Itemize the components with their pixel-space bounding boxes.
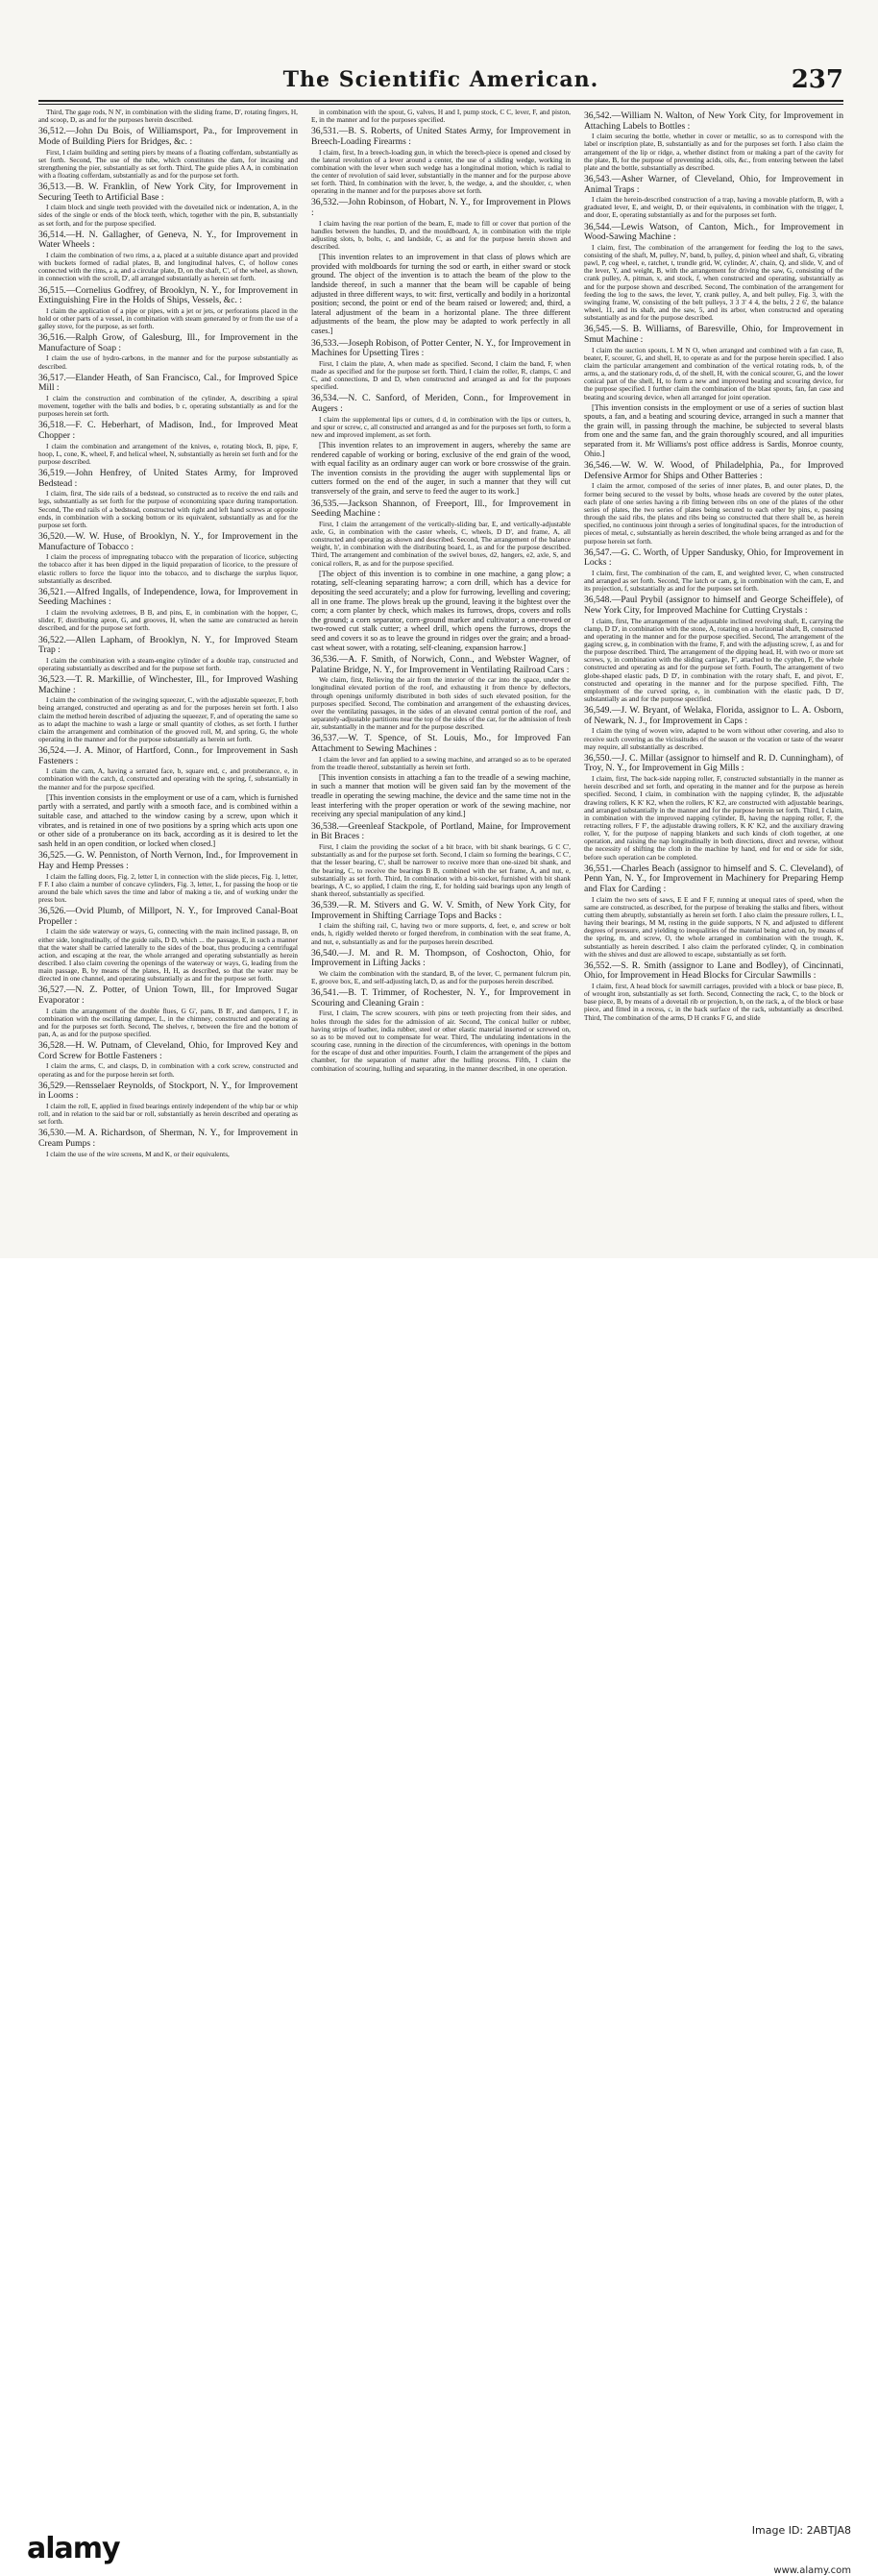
patent-entry-note: [This invention relates to an improvement in augers, whereby the same are rendered capable of working or boring, exclusive of the end grain of the wood, with equal facility as an ordinary auger can work or bore crosswise of the grain. The invention consists in the providing the auger with supplemental lips or cutters formed on the end of the auger, in such a manner that they will cut transversely of the grain, and serve to feed the auger to its work.] — [311, 441, 571, 497]
patent-entry — [311, 655, 571, 731]
patent-entry — [584, 595, 843, 703]
patent-entry-heading: 36,546.—W. W. W. Wood, of Philadelphia, Pa., for Improved Defensive Armor for Ships and Other Batteries : — [584, 460, 843, 481]
patent-entry-claim: I claim, first, The back-side napping roller, F, constructed substantially in the manner as herein described and set forth, and operating in the manner and for the purpose as herein specified. Second, I claim, in combination with the napping cylinder, B, the adjustable drawing rollers, K K' K2, when the rollers, K' K2, are constructed with adjustable bearings, and arranged substantially in the manner and for the purpose herein set forth. Third, I claim, in combination with the improved napping cylinder, B, having the napping roller, F, the retracting rollers, F F', the adjustable drawing rollers, K K' K2, and the auxiliary drawing roller, Y, for the purpose of napping blankets and such kinds of cloth together, at one operation, and raising the nap longitudinally in both directions, direct and reverse, without the necessity of shifting the cloth in the machine by hand, end for end or side for side, before such operation can be completed. — [584, 774, 843, 862]
patent-entry-claim: I claim the construction and combination of the cylinder, A, describing a spiral movement, together with the balls and bodies, b c, operating substantially as and for the purposes herein set forth. — [38, 393, 298, 419]
patent-entry — [38, 286, 298, 331]
patent-entry — [584, 754, 843, 862]
patent-entry — [38, 907, 298, 983]
patent-entry — [311, 988, 571, 1072]
patent-entry-note: [The object of this invention is to combine in one machine, a gang plow; a rotating, self-cleaning separating harrow; a corn drill, which has a device for depositing the seed accurately; and a plow for furrowing, levelling and covering; all in one frame. The plows break up the ground, leaving it the bightest over the corn; a corn planter by check, which makes its furrows, drops, covers and rolls the ground; a corn separator, corn-ground marker and cultivator; a one-rowed or two-rowed cut stalk cutter; a wheel drill, which opens the furrows, drops the seed and covers it so as to leave the ground in ridges over the grain; and a broad-cast wheat sower, with a rotating, self-cleaning, expansion harrow.] — [311, 569, 571, 652]
patent-entry — [38, 675, 298, 743]
watermark-bar — [0, 1258, 878, 2576]
patent-entry-claim: I claim, first, The arrangement of the adjustable inclined revolving shaft, E, carrying the clamp, D D', in combination with the stone, A, rotating on a horizontal shaft, B, constructed and operating in the manner and for the purpose specified. Second, The arrangement of the gaging screw, g, in combination with the frame, F, and with the adjusting screw, f, as and for the purpose described. Third, The arrangement of the dipping head, H, with two or more set screws, y, in combination with the sliding carriage, F', attached to the cyphen, F, the whole constructed and operating as and for the purpose set forth. Fourth, The arrangement of two globe-shaped elastic pads, D D', in combination with the rotary shaft, E, and pivot, E', constructed and operating in the manner and for the purpose specified. Fifth, The employment of the curved spring, e, in combination with the elastic pads, D D', substantially as and for the purpose specified. — [584, 616, 843, 704]
patent-entry-heading: 36,544.—Lewis Watson, of Canton, Mich., for Improvement in Wood-Sawing Machine : — [584, 221, 843, 243]
patent-entry — [311, 339, 571, 392]
patent-entry-heading: 36,529.—Rensselaer Reynolds, of Stockport, N. Y., for Improvement in Looms : — [38, 1080, 298, 1102]
patent-entry-claim: First, I claim building and setting piers by means of a floating cofferdam, substantially as set forth. Second, The use of the tube, which constitutes the dam, for incasing and strengthening the pier, substantially as set forth. Third, The guide plies A A, in combination with a floating cofferdam, substantially as and for the purpose set forth. — [38, 147, 298, 180]
patent-entry — [584, 548, 843, 594]
page-number: 237 — [791, 65, 843, 94]
patent-entry-heading: 36,541.—B. T. Trimmer, of Rochester, N. Y., for Improvement in Scouring and Cleaning Grain : — [311, 987, 571, 1009]
patent-entry-claim: I claim the side waterway or ways, G, connecting with the main inclined passage, B, on either side, longitudinally, of the guide rails, D D, which ... the passage, E, in such a manner that the water shall be carried laterally to the sides of the boat, thus producing a centrifugal action, and escaping at the rear, the whole arranged and operating substantially as herein described. I also claim covering the openings of the waterway or ways, G, leading from the main passage, B, by means of the plates, H, H, as described, so that the water may be directed in one channel, and operating substantially as and for the purpose set forth. — [38, 927, 298, 984]
patent-entry-heading: 36,517.—Elander Heath, of San Francisco, Cal., for Improved Spice Mill : — [38, 372, 298, 394]
publication-title: The Scientific American. — [282, 67, 599, 92]
patent-entry-claim: We claim, first, Relieving the air from the interior of the car into the space, under the longitudinal elevated portion of the roof, and exhausting it from thence by deflectors, through openings uniformly distributed in both sides of such elevated position, for the purposes specified. Second, The combination and arrangement of the exhausting devices, over the ventilating passages, in the sides of an elevated central portion of the roof, and separately-adjustable partitions near the top of the sides of the car, for the admission of fresh air, substantially in the manner and for the purpose described. — [311, 675, 571, 732]
patent-entry-heading: 36,532.—John Robinson, of Hobart, N. Y., for Improvement in Plows : — [311, 197, 571, 219]
patent-entry-claim: I claim the arrangement of the double flues, G G', pans, B B', and dampers, I I', in combination with the oscillating damper, L, in the chimney, constructed and operating as and for the purposes set forth. Second, The shelves, r, between the fire and the bottom of pan, A, as and for the purpose specified. — [38, 1006, 298, 1039]
patent-entry-heading: 36,520.—W. W. Huse, of Brooklyn, N. Y., for Improvement in the Manufacture of Tobacco : — [38, 531, 298, 552]
patent-entry-heading: 36,515.—Cornelius Godfrey, of Brooklyn, N. Y., for Improvement in Extinguishing Fire in the Holds of Ships, Vessels, &c. : — [38, 284, 298, 306]
patent-entry-claim: I claim the suction spouts, L M N O, when arranged and combined with a fan case, B, beater, F, scourer, G, and shell, H, to operate as and for the purpose herein specified. I also claim the particular arrangement and combination of the vertical rotating rods, b, of the arms, a, and the stationary rods, d, of the shell, H, with the conical scourer, G, and the lower conical part of the shell, H, to form a new and improved beating and scouring device, for the purpose specified. I further claim the combination of the blast spouts, fan, fan case and beating and scouring device, when all arranged for joint operation. — [584, 345, 843, 401]
patent-entry — [38, 636, 298, 673]
patent-entry-claim: I claim the use of hydro-carbons, in the manner and for the purpose substantially as described. — [38, 353, 298, 371]
patent-entry-claim: I claim the tying of woven wire, adapted to be worn without other covering, and also to receive such covering as the vicissitudes of the season or the vocation or taste of the wearer may require, all substantially as described. — [584, 726, 843, 751]
patent-entry — [38, 469, 298, 529]
patent-entry-heading: 36,535.—Jackson Shannon, of Freeport, Ill., for Improvement in Seeding Machine : — [311, 498, 571, 520]
patent-entry — [38, 109, 298, 124]
patent-entry-claim: I claim the shifting rail, C, having two or more supports, d, feet, e, and screw or bolt ends, h, rigidly welded thereto or forged therefrom, in combination with the seat frame, A, and nut, e, substantially as and for the purposes herein described. — [311, 921, 571, 946]
patent-entry-claim: I claim the falling doors, Fig. 2, letter I, in connection with the slide pieces, Fig. 1, letter, F F. I also claim a number of concave cylinders, Fig. 3, letter, L, for passing the hoop or tie around the bale which saves the time and labor of making a tie, and of working under the press box. — [38, 871, 298, 904]
patent-entry-heading: 36,543.—Asher Warner, of Cleveland, Ohio, for Improvement in Animal Traps : — [584, 173, 843, 195]
stock-logo: alamy — [27, 2532, 120, 2565]
patent-entry — [38, 421, 298, 466]
column-right — [584, 109, 843, 1157]
patent-entry-claim: I claim the armor, composed of the series of inner plates, B, and outer plates, D, the former being secured to the vessel by bolts, whose heads are covered by the outer plates, each plate of one series having a rib fitting between ribs on one of the plates of the other series of plates, the two series of plates being secured to each other by pins, e, passing through the said ribs, the plates and ribs being so constructed that there shall be, as herein specified, no continuous joint through a series of longitudinal spaces, for the introduction of pieces of metal, c, substantially as herein described, the whole being arranged as and for the purpose herein set forth. — [584, 481, 843, 546]
patent-entry — [311, 822, 571, 898]
patent-entry-heading: 36,528.—H. W. Putnam, of Cleveland, Ohio, for Improved Key and Cord Screw for Bottle Fasteners : — [38, 1040, 298, 1061]
patent-entry-heading: 36,549.—J. W. Bryant, of Welaka, Florida, assignor to L. A. Osborn, of Newark, N. J., for Improvement in Caps : — [584, 705, 843, 726]
patent-entry — [311, 127, 571, 195]
patent-entry-heading: 36,527.—N. Z. Potter, of Union Town, Ill., for Improved Sugar Evaporator : — [38, 984, 298, 1007]
patent-entry-heading: 36,523.—T. R. Markillie, of Winchester, Ill., for Improved Washing Machine : — [38, 674, 298, 695]
patent-entry — [584, 111, 843, 172]
patent-entry-claim: First, I claim the arrangement of the vertically-sliding bar, E, and vertically-adjustable axle, G, in combination with the caster wheels, C, wheels, D D', and frame, A, all constructed and operating as shown and described. Second, The arrangement of the balance weight, h', in combination with the distributing board, L, as and for the purpose described. Third, The arrangement and combination of the swivel boxes, d2, hangers, e2, axle, S, and conical rollers, R, as and for the purpose specified. — [311, 519, 571, 568]
column-left — [38, 109, 298, 1157]
masthead-rule-thin — [38, 104, 843, 105]
patent-entry-heading: 36,526.—Ovid Plumb, of Millport, N. Y., for Improved Canal-Boat Propeller : — [38, 906, 298, 927]
patent-entry-heading: 36,550.—J. C. Millar (assignor to himself and R. D. Cunningham), of Troy, N. Y., for Improvement in Gig Mills : — [584, 752, 843, 774]
patent-entry-heading: 36,552.—S. R. Smith (assignor to Lane and Bodley), of Cincinnati, Ohio, for Improvement in Head Blocks for Circular Sawmills : — [584, 960, 843, 982]
patent-entry — [311, 901, 571, 946]
patent-entry — [38, 746, 298, 848]
patent-entry-heading: 36,514.—H. N. Gallagher, of Geneva, N. Y., for Improvement in Water Wheels : — [38, 229, 298, 251]
patent-entry-claim: First, I claim the plate, A, when made as specified. Second, I claim the band, F, when made as specified and for the purpose set forth. Third, I claim the roller, R, clamps, C and C, and connections, D and D, when constructed and arranged as and for the purposes specified. — [311, 358, 571, 392]
patent-entry — [584, 864, 843, 959]
patent-entry — [584, 961, 843, 1022]
patent-entry-claim: I claim the cam, A, having a serrated face, b, square end, c, and protuberance, e, in combination with the catch, d, constructed and operating with the spring, f, substantially in the manner and for the purpose specified. — [38, 766, 298, 791]
patent-entry-note: [This invention consists in attaching a fan to the treadle of a sewing machine, in such a manner that motion will be given said fan by the movement of the treadle in operating the sewing machine, the device and the same time not in the least interfering with the proper operation or work of the sewing machine, nor receiving any special manipulation of any kind.] — [311, 772, 571, 819]
patent-entry — [311, 949, 571, 986]
patent-entry-claim: I claim the two sets of saws, E E and F F, running at unequal rates of speed, when the same are constructed, as described, for the purpose of breaking the stalks and fibers, without cutting them abruptly, substantially as herein set forth. I also claim the pressure rollers, L L, having their bearings, M M, resting in the guide supports, N N, and adjusted to different degrees of pressure, and yielding to inequalities of the material being acted on, by means of the spring, m, and screw, O, the whole arranged in combination with the trough, K, substantially as herein described. I also claim the perforated cylinder, Q, in combination with the shives and dust are allowed to escape, substantially as set forth. — [584, 894, 843, 959]
patent-entry — [311, 198, 571, 335]
patent-entry-heading: 36,547.—G. C. Worth, of Upper Sandusky, Ohio, for Improvement in Locks : — [584, 547, 843, 569]
patent-entry-heading: 36,536.—A. F. Smith, of Norwich, Conn., and Webster Wagner, of Palatine Bridge, N. Y., for Improvement in Ventilating Railroad Cars : — [311, 654, 571, 675]
patent-entry-claim: I claim the process of impregnating tobacco with the preparation of licorice, subjecting the tobacco after it has been dipped in the liquid preparation of licorice, to the pressure of elastic rollers to force the liquor into the tobacco, and to discharge the surplus liquor, substantially as described. — [38, 552, 298, 585]
patent-entry — [584, 461, 843, 545]
patent-entry — [38, 182, 298, 228]
patent-entry-heading: 36,531.—B. S. Roberts, of United States Army, for Improvement in Breech-Loading Firearms : — [311, 126, 571, 147]
patent-entry-note: [This invention relates to an improvement in that class of plows which are provided with moldboards for turning the sod or earth, in either sward or stock ground. The object of the invention is to attach the beam of the plow to the landside thereof, in such a manner that the beam will be capable of being adjusted in three different ways, to wit: first, vertically and bodily in a horizontal position; second, the point or end of the beam raised or lowered; and, third, a lateral adjustment of the beam in a horizontal plane. The three different adjustments of the beam, the plow may be adapted to work perfectly in all cases.] — [311, 253, 571, 335]
patent-entry-heading: 36,519.—John Henfrey, of United States Army, for Improved Bedstead : — [38, 468, 298, 489]
patent-entry — [38, 231, 298, 283]
patent-entry-note: [This invention consists in the employment or use of a series of suction blast spouts, a fan, and a beating and scouring device, arranged in such a manner that the grain will, in passing through the machine, be subjected to several blasts from one and the same fan, and the grain thoroughly scoured, and all impurities separated from it. Mr Williams's post office address is Sardis, Monroe county, Ohio.] — [584, 402, 843, 458]
patent-entry — [38, 985, 298, 1038]
patent-entry — [584, 175, 843, 220]
patent-entry-claim: I claim the revolving axletrees, B B, and pins, E, in combination with the hopper, C, slider, F, distributing apron, G, and grooves, H, when the same are constructed as herein described, and for the purpose set forth. — [38, 608, 298, 633]
text-columns — [38, 109, 843, 1157]
patent-entry-heading: 36,530.—M. A. Richardson, of Sherman, N. Y., for Improvement in Cream Pumps : — [38, 1128, 298, 1149]
patent-entry-claim: I claim having the rear portion of the beam, E, made to fill or cover that portion of the handles between the handles, D, and the mouldboard, A, in combination with the triple adjusting slots, b, bolts, c, and landside, C, as and for the purpose herein shown and described. — [311, 218, 571, 252]
patent-entry-claim: I claim the combination and arrangement of the knives, e, rotating block, B, pipe, F, hoop, L, cone, K, wheel, F, and helical wheel, N, substantially as herein set forth and for the purpose described. — [38, 441, 298, 466]
masthead-rule-thick — [38, 100, 843, 102]
patent-entry — [311, 734, 571, 818]
patent-entry-claim: I claim, first, A head block for sawmill carriages, provided with a block or base piece, B, of wrought iron, substantially as set forth. Second, Connecting the rack, C, to the block or base piece, B, by means of a dovetail rib or projection, b, on the rack, a, of the block or base piece, and fitted in a recess, c, in the back surface of the rack, substantially as described. Third, The combination of the arms, D H cranks F G, and slide — [584, 982, 843, 1022]
patent-entry — [38, 374, 298, 419]
patent-entry-claim: I claim the arms, C, and clasps, D, in combination with a cork screw, constructed and operating as and for the purpose herein set forth. — [38, 1061, 298, 1079]
patent-entry-heading: 36,516.—Ralph Grow, of Galesburg, Ill., for Improvement in the Manufacture of Soap : — [38, 332, 298, 353]
patent-entry-claim: First, I claim, The screw scourers, with pins or teeth projecting from their sides, and holes through the sides for the admission of air. Second, The conical huller or rubber, having strips of leather, india rubber, steel or other elastic material inserted or screwed on, so as to be moved out to compensate for wear. Third, The undulating indentations in the scouring case, running in the direction of the circumferences, with openings in the bottom for the escape of dust and other impurities. Fourth, I claim the arrangement of the pipes and chamber, for the separation of matter after the hulling process. Fifth, I claim the combination of scouring, hulling and separating, in the manner described, in one operation. — [311, 1009, 571, 1073]
patent-entry-heading: 36,512.—John Du Bois, of Williamsport, Pa., for Improvement in Mode of Building Piers for Bridges, &c. : — [38, 126, 298, 147]
patent-entry-claim: I claim the combination of the swinging squeezer, C, with the adjustable squeezer, F, both being arranged, constructed and operating as and for the purposes herein set forth. I also claim the method herein described of adjusting the squeezer, F, and of operating the same so as to adapt the machine to wash a large or small quantity of clothes, as set forth. I further claim the arrangement and combination of the grooved roll, M, and spring, G, the whole operating in the manner and for the purpose substantially as herein set forth. — [38, 695, 298, 743]
patent-entry — [38, 1041, 298, 1079]
patent-entry-heading: 36,522.—Allen Lapham, of Brooklyn, N. Y., for Improved Steam Trap : — [38, 634, 298, 656]
newspaper-page — [0, 0, 878, 1258]
patent-entry-heading: 36,537.—W. T. Spence, of St. Louis, Mo., for Improved Fan Attachment to Sewing Machines : — [311, 733, 571, 754]
patent-entry-heading: 36,518.—F. C. Heberhart, of Madison, Ind., for Improved Meat Chopper : — [38, 420, 298, 441]
patent-entry-heading: 36,542.—William N. Walton, of New York City, for Improvement in Attaching Labels to Bottles : — [584, 110, 843, 132]
patent-entry-claim: I claim the combination of two rims, a a, placed at a suitable distance apart and provided with buckets formed of radial plates, B, and longitudinal halves, C, of hollow cones connected with the rims, a a, and a circular plate, D, on the shaft, C', of the wheel, as shown, in connection with the scroll, D', all arranged substantially as herein set forth. — [38, 250, 298, 283]
patent-entry-heading: 36,513.—B. W. Franklin, of New York City, for Improvement in Securing Teeth to Artificial Base : — [38, 182, 298, 203]
patent-entry — [38, 1129, 298, 1157]
patent-entry-claim: I claim, first, The combination of the cam, E, and weighted lever, C, when constructed and arranged as set forth. Second, The latch or cam, g, in combination with the cam, E, and its projection, f, substantially as and for the purposes set forth. — [584, 568, 843, 594]
stock-url: www.alamy.com — [773, 2565, 851, 2576]
masthead — [38, 65, 843, 98]
patent-entry — [38, 851, 298, 904]
patent-entry-heading: 36,524.—J. A. Minor, of Hartford, Conn., for Improvement in Sash Fasteners : — [38, 745, 298, 766]
patent-entry-heading: 36,545.—S. B. Williams, of Baresville, Ohio, for Improvement in Smut Machine : — [584, 324, 843, 345]
patent-entry-note: [This invention consists in the employment or use of a cam, which is furnished partly with a serrated, and partly with a smooth face, and is combined within a suitable case, and attached to the window casing by a screw, upon which it vibrates, and is retained in one of two positions by a spring which acts upon one or other side of a protuberance on its back, according as it is desired to let the sash held in an open condition, or locked when closed.] — [38, 792, 298, 848]
patent-entry-heading: 36,551.—Charles Beach (assignor to himself and S. C. Cleveland), of Penn Yan, N. Y., for Improvement in Machinery for Preparing Hemp and Flax for Carding : — [584, 863, 843, 894]
patent-entry-heading: 36,525.—G. W. Penniston, of North Vernon, Ind., for Improvement in Hay and Hemp Presses : — [38, 850, 298, 871]
patent-entry — [38, 1081, 298, 1127]
patent-entry — [311, 109, 571, 124]
patent-entry — [38, 333, 298, 371]
patent-entry — [584, 706, 843, 751]
patent-entry-claim: in combination with the spout, G, valves, H and I, pump stock, C C, lever, F, and piston, E, in the manner and for the purposes specified. — [311, 109, 571, 125]
patent-entry-claim: I claim, first, The combination of the arrangement for feeding the log to the saws, consisting of the shaft, M, pulley, N', band, b, pulley, d, pinion wheel and shaft, G, vibrating pawl, P, cog wheel, e, ratchet, t, trundle grid, W, cylinder, A', chain, Q, and slide, V, and of the lever, Y, and weight, B, with the arrangement for driving the saw, G, consisting of the crank pulley, A, pitman, x, and stock, f, when constructed and operating, substantially as and for the purpose shown and described. Second, The combination of the arrangement for feeding the log to the saws, the lever, Y, crank pulley, A, and belt pulley, Fig. 3, with the swinging frame, W, consisting of the belt pulleys, 3 3 3' 4 4, the belts, 2 2 6', the balance wheel, 11, and its shaft, and the saw, 5, and its arbor, when constructed and operating substantially as and for the purpose described. — [584, 242, 843, 323]
patent-entry-heading: 36,539.—R. M. Stivers and G. W. V. Smith, of New York City, for Improvement in Shifting Carriage Tops and Backs : — [311, 900, 571, 921]
patent-entry-heading: 36,521.—Alfred Ingalls, of Independence, Iowa, for Improvement in Seeding Machines : — [38, 586, 298, 608]
patent-entry-heading: 36,533.—Joseph Robison, of Potter Center, N. Y., for Improvement in Machines for Upsetting Tires : — [311, 337, 571, 359]
patent-entry-heading: 36,534.—N. C. Sanford, of Meriden, Conn., for Improvement in Augers : — [311, 393, 571, 414]
patent-entry-claim: I claim securing the bottle, whether in cover or metallic, so as to correspond with the label or inscription plate, B, substantially as and for the purposes set forth. I also claim the arrangement of the lip or ridge, a, whether distinct from or making a part of the cavity for the plate, B, for the purpose of preventing acids, oils, &c., from entering between the label plate and the bottle, substantially as described. — [584, 132, 843, 172]
patent-entry-heading: 36,538.—Greenleaf Stackpole, of Portland, Maine, for Improvement in Bit Braces : — [311, 820, 571, 842]
patent-entry-claim: I claim the application of a pipe or pipes, with a jet or jets, or perforations placed in the hold or other parts of a vessel, in combination with steam generated by or from the use of a galley stove, for the purpose, as set forth. — [38, 305, 298, 331]
patent-entry-claim: I claim block and single teeth provided with the dovetailed nick or indentation, A, in the sides of the single or ends of the block teeth, which, together with the pin, B, substantially as set forth, and for the purpose specified. — [38, 203, 298, 228]
patent-entry-claim: I claim the lever and fan applied to a sewing machine, and arranged so as to be operated from the treadle thereof, substantially as herein set forth. — [311, 754, 571, 771]
patent-entry-claim: I claim the roll, E, applied in fixed bearings entirely independent of the whip bar or whip roll, and in relation to the said bar or roll, substantially as herein described and operating as set forth. — [38, 1101, 298, 1127]
column-middle — [311, 109, 571, 1157]
patent-entry-claim: Third, The gage rods, N N', in combination with the sliding frame, D', rotating fingers, H, and scoop, D, as and for the purposes herein described. — [38, 109, 298, 125]
patent-entry — [38, 588, 298, 633]
patent-entry — [38, 127, 298, 180]
patent-entry-claim: I claim the herein-described construction of a trap, having a movable platform, B, with a graduated lever, E, and weight, D, or their equivalents, in combination with the trigger, I, and door, E, operating substantially as and for the purposes set forth. — [584, 195, 843, 220]
patent-entry-claim: I claim the use of the wire screens, M and K, or their equivalents, — [46, 1149, 230, 1157]
patent-entry-claim: We claim the combination with the standard, B, of the lever, C, permanent fulcrum pin, E, groove box, E, and self-adjusting latch, D, as and for the purposes herein described. — [311, 968, 571, 986]
patent-entry-heading: 36,540.—J. M. and R. M. Thompson, of Coshocton, Ohio, for Improvement in Lifting Jacks : — [311, 947, 571, 969]
patent-entry — [38, 532, 298, 585]
patent-entry-claim: First, I claim the providing the socket of a bit brace, with bit shank bearings, G C C', substantially as and for the purpose set forth. Second, I claim so forming the bearings, C C', that the lesser bearing, C', shall be narrower to receive more than one-sized bit shank, and the bearing, C, to receive the bearings B B, combined with the set frame, A, and nut, e, substantially as set forth. Third, In combination with a bit-socket, furnished with bit shank bearings, A C, so applied, I claim the ring, E, for holding said bearings upon any length of shank thereof, substantially as specified. — [311, 842, 571, 898]
patent-entry — [584, 325, 843, 458]
patent-entry-claim: I claim the supplemental lips or cutters, d d, in combination with the lips or cutters, b, and spur or screw, c, all constructed and arranged as and for the purposes set forth, to form a new and improved implement, as set forth. — [311, 414, 571, 439]
patent-entry-claim: I claim, first, The side rails of a bedstead, so constructed as to receive the end rails and legs, substantially as set forth for the purpose of economizing space during transportation. Second, The end rails of a bedstead, constructed with right and left hand screws at opposite ends, in combination with a socking bottom or its equivalent, substantially as and for the purpose set forth. — [38, 489, 298, 529]
patent-entry-claim: I claim, first, In a breech-loading gun, in which the breech-piece is opened and closed by the lateral revolution of a lever around a center, the use of a sliding wedge, working in combination with the lever when such wedge has a longitudinal motion, which is radial to the center of revolution of said lever, substantially in the manner and for the purpose above set forth. Third, In combination with the lever, b, the wedge, a, and the shoulder, c, when operating in the manner and for the purposes above set forth. — [311, 147, 571, 196]
patent-entry-heading: 36,548.—Paul Prybil (assignor to himself and George Scheiffele), of New York City, for Improved Machine for Cutting Crystals : — [584, 595, 843, 616]
image-id: Image ID: 2ABTJA8 — [751, 2524, 851, 2537]
patent-entry-claim: I claim the combination with a steam-engine cylinder of a double trap, constructed and operating substantially as described and for the purpose set forth. — [38, 655, 298, 672]
patent-entry — [311, 394, 571, 496]
patent-entry — [584, 223, 843, 323]
patent-entry — [311, 499, 571, 652]
